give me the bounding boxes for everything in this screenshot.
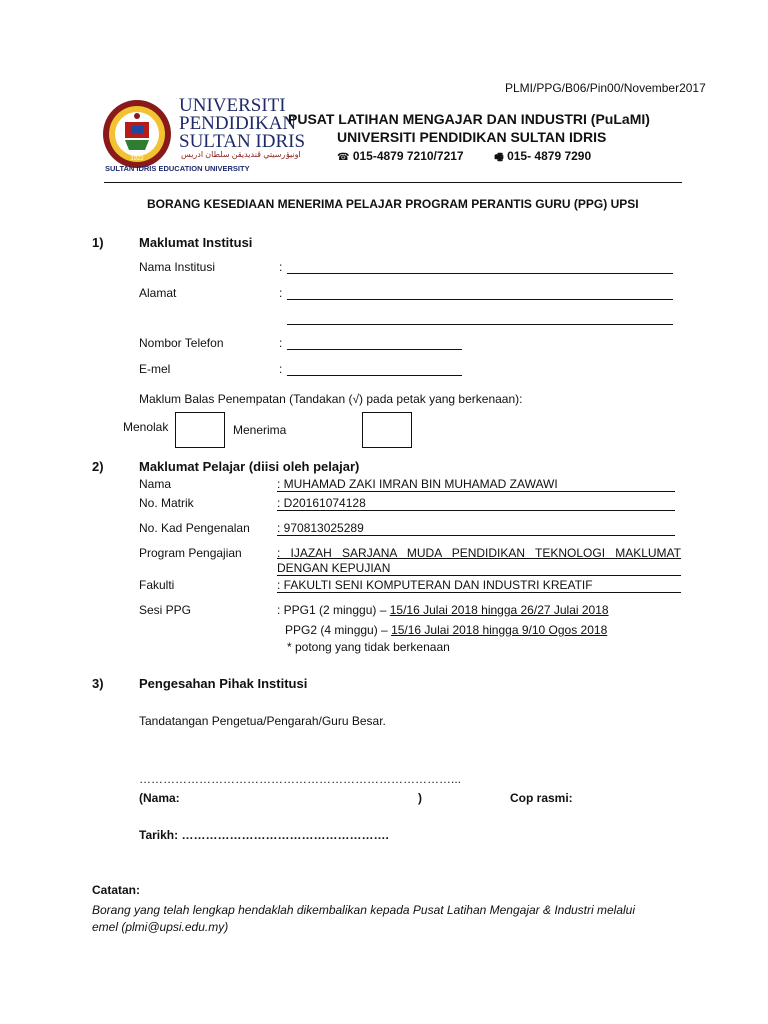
- ppg1-dates: 15/16 Julai 2018 hingga 26/27 Julai 2018: [389, 603, 609, 617]
- signature-line[interactable]: ……………………………………………………………………...: [139, 772, 462, 786]
- fax-icon: 🖷: [494, 152, 504, 163]
- nama-institusi-field[interactable]: [287, 273, 673, 274]
- section-2-title: Maklumat Pelajar (diisi oleh pelajar): [139, 459, 360, 474]
- ppg2-dates: 15/16 Julai 2018 hingga 9/10 Ogos 2018: [391, 623, 608, 637]
- tarikh-line[interactable]: …………………………………………….: [181, 828, 389, 842]
- header-divider: [104, 182, 682, 183]
- form-title: BORANG KESEDIAAN MENERIMA PELAJAR PROGRAM PERANTIS GURU (PPG) UPSI: [147, 197, 639, 211]
- document-reference: PLMI/PPG/B06/Pin00/November2017: [505, 81, 706, 95]
- colon: :: [279, 260, 283, 274]
- fakulti-value: : FAKULTI SENI KOMPUTERAN DAN INDUSTRI KREATIF: [277, 578, 681, 593]
- alamat-field-line-2[interactable]: [287, 324, 673, 325]
- notes-line-2: emel (plmi@upsi.edu.my): [92, 920, 229, 934]
- contact-line: [337, 149, 591, 167]
- nama-open: (Nama:: [139, 791, 180, 805]
- fax-number: 015- 4879 7290: [507, 149, 592, 163]
- label-emel: E-mel: [139, 362, 171, 376]
- signature-label: Tandatangan Pengetua/Pengarah/Guru Besar.: [139, 714, 386, 728]
- section-2-number: 2): [92, 459, 104, 474]
- reject-checkbox[interactable]: [175, 412, 225, 448]
- alamat-field-line-1[interactable]: [287, 299, 673, 300]
- tarikh-label: Tarikh:: [139, 828, 179, 842]
- logo-line-3: SULTAN IDRIS: [179, 131, 306, 152]
- program-value-line-1: : IJAZAH SARJANA MUDA PENDIDIKAN TEKNOLOGI MAKLUMAT: [277, 546, 681, 560]
- label-alamat: Alamat: [139, 286, 177, 300]
- colon: :: [279, 286, 283, 300]
- notes-line-1: Borang yang telah lengkap hendaklah dikembalikan kepada Pusat Latihan Mengajar & Industri melalui: [92, 903, 636, 917]
- logo-arabic: اونيۏرسيتي ڤنديديقن سلطان ادريس: [181, 150, 301, 159]
- university-name: UNIVERSITI PENDIDIKAN SULTAN IDRIS: [337, 129, 607, 145]
- logo-tagline: SULTAN IDRIS EDUCATION UNIVERSITY: [105, 164, 250, 173]
- centre-name: PUSAT LATIHAN MENGAJAR DAN INDUSTRI (PuLaMI): [288, 111, 650, 127]
- ic-value: : 970813025289: [277, 521, 675, 536]
- section-3-title: Pengesahan Pihak Institusi: [139, 676, 308, 691]
- nama-close: ): [418, 791, 422, 805]
- colon: :: [279, 362, 283, 376]
- notes-title: Catatan:: [92, 883, 141, 897]
- accept-label: Menerima: [233, 423, 287, 437]
- nama-value: : MUHAMAD ZAKI IMRAN BIN MUHAMAD ZAWAWI: [277, 477, 675, 492]
- label-nombor-telefon: Nombor Telefon: [139, 336, 224, 350]
- colon: :: [279, 336, 283, 350]
- section-1-title: Maklumat Institusi: [139, 235, 253, 250]
- matrik-value: : D20161074128: [277, 496, 675, 511]
- label-fakulti: Fakulti: [139, 578, 175, 592]
- ppg2-prefix: PPG2 (4 minggu) –: [285, 623, 388, 637]
- label-nama-institusi: Nama Institusi: [139, 260, 216, 274]
- label-no-matrik: No. Matrik: [139, 496, 194, 510]
- label-program-pengajian: Program Pengajian: [139, 546, 242, 560]
- reject-label: Menolak: [123, 420, 169, 434]
- phone-number: 015-4879 7210/7217: [352, 149, 464, 163]
- section-3-number: 3): [92, 676, 104, 691]
- telefon-field[interactable]: [287, 349, 462, 350]
- logo-line-1: UNIVERSITI: [179, 95, 286, 116]
- ppg1-prefix: : PPG1 (2 minggu) –: [277, 603, 387, 617]
- label-nama: Nama: [139, 477, 172, 491]
- strike-note: * potong yang tidak berkenaan: [287, 640, 450, 654]
- phone-icon: ☎: [337, 152, 350, 163]
- label-sesi-ppg: Sesi PPG: [139, 603, 192, 617]
- placement-prompt: Maklum Balas Penempatan (Tandakan (√) pada petak yang berkenaan):: [139, 392, 523, 406]
- ppg1-row: [277, 603, 609, 617]
- label-kad-pengenalan: No. Kad Pengenalan: [139, 521, 250, 535]
- university-logo: [101, 95, 306, 178]
- tarikh-row: [139, 828, 389, 842]
- section-1-number: 1): [92, 235, 104, 250]
- program-value-line-2: DENGAN KEPUJIAN: [277, 561, 681, 576]
- emel-field[interactable]: [287, 375, 462, 376]
- logo-line-2: PENDIDIKAN: [179, 113, 297, 134]
- ppg2-row: [285, 623, 607, 637]
- cop-rasmi-label: Cop rasmi:: [510, 791, 573, 805]
- seal-year: 1922: [130, 156, 144, 162]
- accept-checkbox[interactable]: [362, 412, 412, 448]
